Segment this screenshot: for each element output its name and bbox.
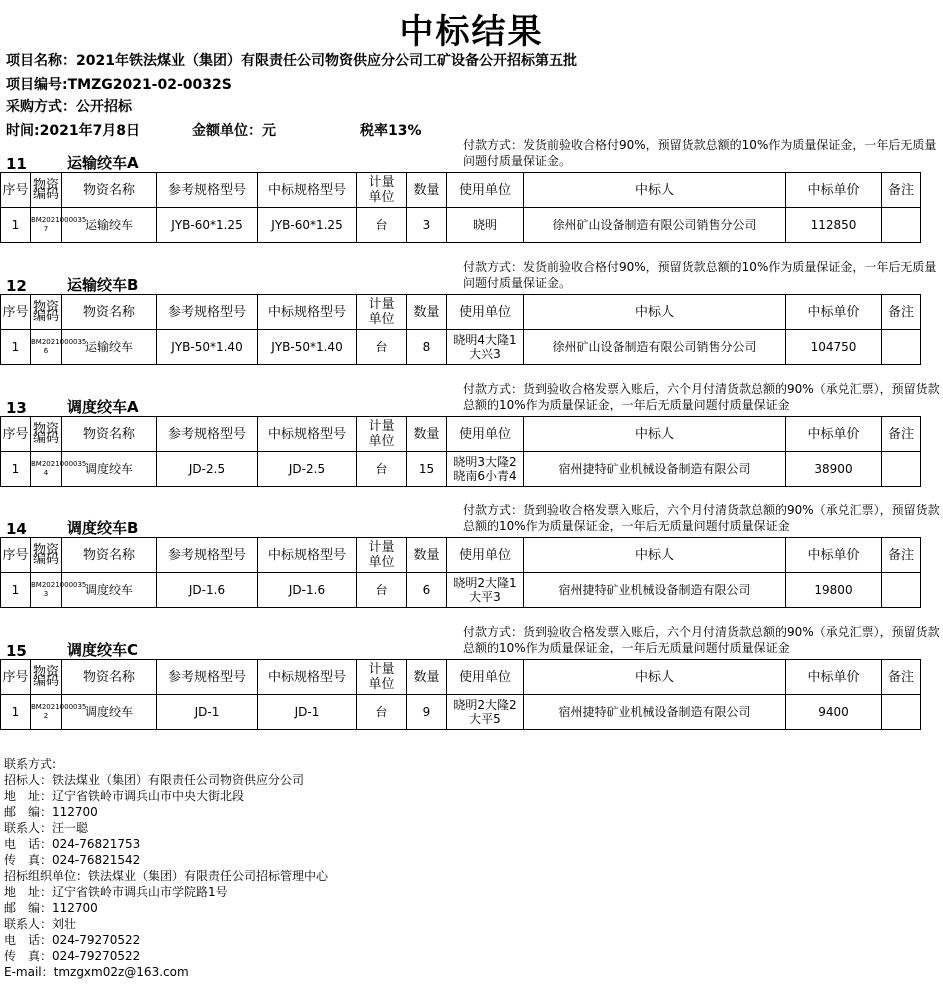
- header-user: 使用单位: [447, 538, 524, 573]
- cell-note: [882, 695, 921, 730]
- cell-user: 晓明4大隆1大兴3: [447, 330, 524, 365]
- cell-ref-spec: JD-1.6: [157, 573, 258, 608]
- cell-seq: 1: [1, 573, 31, 608]
- header-qty: 数量: [407, 538, 447, 573]
- header-qty: 数量: [407, 173, 447, 208]
- cell-unit: 台: [357, 452, 407, 487]
- contact-line: 邮 编：112700: [4, 901, 98, 915]
- header-note: 备注: [882, 173, 921, 208]
- result-table: [0, 537, 921, 608]
- lot-number: 15: [6, 642, 27, 660]
- cell-code: BM2021000035 6: [31, 330, 62, 365]
- contact-line: 电 话：024-76821753: [4, 837, 141, 851]
- cell-code: BM2021000035 7: [31, 208, 62, 243]
- header-unit: 计量单位: [357, 173, 407, 208]
- table-header-row: [1, 660, 921, 695]
- table-header-row: [1, 173, 921, 208]
- header-ref-spec: 参考规格型号: [157, 173, 258, 208]
- header-winner: 中标人: [524, 173, 786, 208]
- header-qty: 数量: [407, 295, 447, 330]
- lot-section: [0, 135, 943, 244]
- cell-win-spec: JD-1: [258, 695, 357, 730]
- cell-seq: 1: [1, 695, 31, 730]
- header-code: 物资编码: [31, 417, 62, 452]
- cell-code: BM2021000035 4: [31, 452, 62, 487]
- header-price: 中标单价: [786, 538, 882, 573]
- cell-note: [882, 452, 921, 487]
- header-seq: 序号: [1, 417, 31, 452]
- header-win-spec: 中标规格型号: [258, 660, 357, 695]
- payment-terms: 付款方式：发货前验收合格付90%，预留货款总额的10%作为质量保证金，一年后无质量问题付质量保证金。: [463, 138, 937, 168]
- lot-name: 调度绞车A: [67, 398, 139, 416]
- cell-ref-spec: JD-2.5: [157, 452, 258, 487]
- header-price: 中标单价: [786, 417, 882, 452]
- header-price: 中标单价: [786, 660, 882, 695]
- header-win-spec: 中标规格型号: [258, 417, 357, 452]
- contact-line: 招标人：铁法煤业（集团）有限责任公司物资供应分公司: [4, 773, 305, 787]
- lot-number: 12: [6, 277, 27, 295]
- header-note: 备注: [882, 417, 921, 452]
- lot-name: 运输绞车B: [67, 276, 139, 294]
- contact-line: 地 址：辽宁省铁岭市调兵山市中央大街北段: [4, 789, 245, 803]
- header-item: 物资名称: [62, 173, 157, 208]
- result-table: [0, 416, 921, 487]
- cell-item: 运输绞车: [62, 330, 157, 365]
- header-unit: 计量单位: [357, 538, 407, 573]
- header-item: 物资名称: [62, 538, 157, 573]
- cell-code: BM2021000035 3: [31, 573, 62, 608]
- cell-note: [882, 330, 921, 365]
- page-title: 中标结果: [399, 12, 544, 52]
- bid-date: 时间:2021年7月8日: [6, 123, 141, 139]
- contact-line: 地 址：辽宁省铁岭市调兵山市学院路1号: [4, 885, 228, 899]
- cell-price: 112850: [786, 208, 882, 243]
- header-unit: 计量单位: [357, 660, 407, 695]
- header-item: 物资名称: [62, 660, 157, 695]
- cell-user: 晓明3大隆2晓南6小青4: [447, 452, 524, 487]
- header-win-spec: 中标规格型号: [258, 173, 357, 208]
- cell-seq: 1: [1, 330, 31, 365]
- cell-price: 104750: [786, 330, 882, 365]
- cell-seq: 1: [1, 208, 31, 243]
- header-note: 备注: [882, 660, 921, 695]
- cell-unit: 台: [357, 208, 407, 243]
- contact-line: 传 真：024-76821542: [4, 853, 141, 867]
- header-seq: 序号: [1, 295, 31, 330]
- header-ref-spec: 参考规格型号: [157, 538, 258, 573]
- header-qty: 数量: [407, 417, 447, 452]
- cell-ref-spec: JYB-50*1.40: [157, 330, 258, 365]
- lot-number: 14: [6, 520, 27, 538]
- lot-name: 调度绞车B: [67, 519, 139, 537]
- header-winner: 中标人: [524, 538, 786, 573]
- table-header-row: [1, 295, 921, 330]
- project-name: 项目名称：2021年铁法煤业（集团）有限责任公司物资供应分公司工矿设备公开招标第五批: [6, 53, 577, 69]
- cell-winner: 宿州捷特矿业机械设备制造有限公司: [524, 452, 786, 487]
- lot-section: [0, 500, 943, 609]
- procurement-method: 采购方式：公开招标: [6, 99, 132, 115]
- cell-item: 调度绞车: [62, 452, 157, 487]
- cell-qty: 15: [407, 452, 447, 487]
- header-price: 中标单价: [786, 295, 882, 330]
- cell-unit: 台: [357, 330, 407, 365]
- header-code: 物资编码: [31, 660, 62, 695]
- cell-win-spec: JD-2.5: [258, 452, 357, 487]
- result-table: [0, 172, 921, 243]
- result-table: [0, 659, 921, 730]
- contact-line: 联系人：刘壮: [4, 917, 77, 931]
- tax-rate: 税率13%: [360, 123, 422, 139]
- cell-user: 晓明: [447, 208, 524, 243]
- result-table: [0, 294, 921, 365]
- cell-ref-spec: JYB-60*1.25: [157, 208, 258, 243]
- contact-line: 传 真：024-79270522: [4, 949, 141, 963]
- cell-ref-spec: JD-1: [157, 695, 258, 730]
- table-row: [1, 573, 921, 608]
- contact-line: 电 话：024-79270522: [4, 933, 141, 947]
- header-unit: 计量单位: [357, 295, 407, 330]
- cell-qty: 9: [407, 695, 447, 730]
- cell-qty: 6: [407, 573, 447, 608]
- header-seq: 序号: [1, 173, 31, 208]
- cell-unit: 台: [357, 573, 407, 608]
- cell-win-spec: JYB-50*1.40: [258, 330, 357, 365]
- cell-win-spec: JD-1.6: [258, 573, 357, 608]
- table-header-row: [1, 417, 921, 452]
- header-item: 物资名称: [62, 295, 157, 330]
- cell-price: 9400: [786, 695, 882, 730]
- cell-winner: 徐州矿山设备制造有限公司销售分公司: [524, 330, 786, 365]
- payment-terms: 付款方式：货到验收合格发票入账后，六个月付清货款总额的90%（承兑汇票），预留货款总额的10%作为质量保证金，一年后无质量问题付质量保证金: [463, 503, 940, 533]
- header-user: 使用单位: [447, 660, 524, 695]
- payment-terms: 付款方式：货到验收合格发票入账后，六个月付清货款总额的90%（承兑汇票），预留货款总额的10%作为质量保证金，一年后无质量问题付质量保证金: [463, 625, 940, 655]
- project-number: 项目编号:TMZG2021-02-0032S: [6, 77, 232, 93]
- cell-item: 调度绞车: [62, 695, 157, 730]
- header-note: 备注: [882, 295, 921, 330]
- lot-section: [0, 622, 943, 731]
- header-code: 物资编码: [31, 295, 62, 330]
- cell-note: [882, 208, 921, 243]
- header-item: 物资名称: [62, 417, 157, 452]
- table-row: [1, 695, 921, 730]
- cell-item: 调度绞车: [62, 573, 157, 608]
- payment-terms: 付款方式：货到验收合格发票入账后，六个月付清货款总额的90%（承兑汇票），预留货款总额的10%作为质量保证金，一年后无质量问题付质量保证金: [463, 382, 940, 412]
- contact-line: 联系方式:: [4, 757, 57, 771]
- header-winner: 中标人: [524, 660, 786, 695]
- lot-section: [0, 379, 943, 488]
- cell-price: 19800: [786, 573, 882, 608]
- header-seq: 序号: [1, 538, 31, 573]
- contact-line: 联系人：汪一聪: [4, 821, 89, 835]
- header-ref-spec: 参考规格型号: [157, 660, 258, 695]
- table-row: [1, 452, 921, 487]
- table-header-row: [1, 538, 921, 573]
- cell-note: [882, 573, 921, 608]
- contact-line: E-mail：tmzgxm02z@163.com: [4, 965, 189, 979]
- lot-number: 13: [6, 399, 27, 417]
- cell-price: 38900: [786, 452, 882, 487]
- header-win-spec: 中标规格型号: [258, 295, 357, 330]
- header-user: 使用单位: [447, 417, 524, 452]
- header-note: 备注: [882, 538, 921, 573]
- cell-item: 运输绞车: [62, 208, 157, 243]
- header-code: 物资编码: [31, 173, 62, 208]
- contact-line: 招标组织单位：铁法煤业（集团）有限责任公司招标管理中心: [4, 869, 329, 883]
- cell-winner: 宿州捷特矿业机械设备制造有限公司: [524, 695, 786, 730]
- lot-number: 11: [6, 155, 27, 173]
- header-qty: 数量: [407, 660, 447, 695]
- cell-seq: 1: [1, 452, 31, 487]
- table-row: [1, 208, 921, 243]
- contact-info: [4, 756, 328, 980]
- table-row: [1, 330, 921, 365]
- cell-winner: 徐州矿山设备制造有限公司销售分公司: [524, 208, 786, 243]
- header-user: 使用单位: [447, 295, 524, 330]
- cell-user: 晓明2大隆1大平3: [447, 573, 524, 608]
- cell-win-spec: JYB-60*1.25: [258, 208, 357, 243]
- header-winner: 中标人: [524, 295, 786, 330]
- cell-winner: 宿州捷特矿业机械设备制造有限公司: [524, 573, 786, 608]
- cell-user: 晓明2大隆2大平5: [447, 695, 524, 730]
- cell-unit: 台: [357, 695, 407, 730]
- lot-name: 调度绞车C: [67, 641, 139, 659]
- header-code: 物资编码: [31, 538, 62, 573]
- contact-line: 邮 编：112700: [4, 805, 98, 819]
- amount-unit: 金额单位：元: [192, 123, 276, 139]
- header-ref-spec: 参考规格型号: [157, 295, 258, 330]
- cell-qty: 3: [407, 208, 447, 243]
- header-user: 使用单位: [447, 173, 524, 208]
- lot-name: 运输绞车A: [67, 154, 139, 172]
- header-win-spec: 中标规格型号: [258, 538, 357, 573]
- header-ref-spec: 参考规格型号: [157, 417, 258, 452]
- lot-section: [0, 257, 943, 366]
- cell-qty: 8: [407, 330, 447, 365]
- header-price: 中标单价: [786, 173, 882, 208]
- cell-code: BM2021000035 2: [31, 695, 62, 730]
- header-seq: 序号: [1, 660, 31, 695]
- header-winner: 中标人: [524, 417, 786, 452]
- payment-terms: 付款方式：发货前验收合格付90%，预留货款总额的10%作为质量保证金，一年后无质量问题付质量保证金。: [463, 260, 937, 290]
- header-unit: 计量单位: [357, 417, 407, 452]
